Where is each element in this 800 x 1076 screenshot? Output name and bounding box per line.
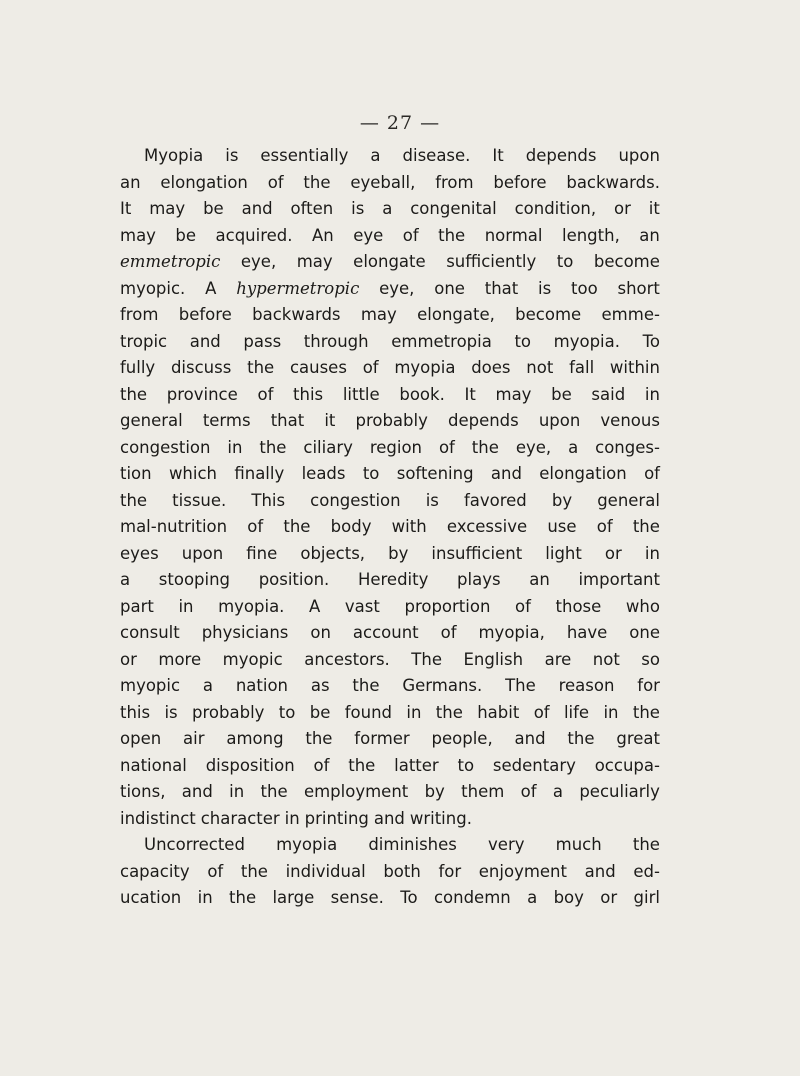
text-line	[120, 223, 660, 250]
word: elongation	[539, 464, 627, 483]
word: of	[257, 384, 274, 404]
word: and	[584, 861, 616, 881]
word: the	[632, 517, 660, 536]
word: the	[348, 755, 376, 775]
word: an	[639, 225, 660, 245]
word: by	[551, 490, 573, 510]
word: through	[303, 331, 369, 351]
word: character	[200, 808, 280, 828]
word: a	[552, 782, 563, 801]
word: air	[183, 729, 205, 748]
word: of	[596, 517, 613, 536]
word: and	[490, 464, 522, 483]
word: eye	[353, 225, 384, 245]
word: elongation	[160, 172, 248, 192]
word: is	[538, 278, 552, 298]
word: is	[164, 702, 178, 722]
word: the	[632, 702, 660, 722]
word: the	[260, 782, 288, 801]
word: tissue.	[172, 490, 227, 510]
word: consult	[120, 623, 180, 642]
word: Myopia	[144, 146, 204, 165]
word: disease.	[402, 146, 471, 165]
word: myopia	[276, 835, 338, 854]
word: them	[461, 782, 505, 801]
word: mal-nutrition	[120, 517, 228, 536]
word: said	[591, 384, 626, 404]
word: a	[382, 199, 393, 218]
word: emmetropia	[391, 331, 492, 351]
word: with	[391, 517, 427, 536]
word: for	[438, 861, 462, 881]
word: It	[492, 146, 504, 165]
word: general	[597, 490, 660, 510]
word: of	[207, 861, 224, 881]
word: in	[284, 808, 300, 828]
word: sense.	[330, 888, 384, 907]
word: favored	[463, 490, 527, 510]
word: of	[515, 596, 531, 616]
word: and	[181, 782, 213, 801]
word: may	[120, 225, 156, 245]
word: that	[484, 278, 519, 298]
word: the	[120, 384, 148, 404]
word: body	[330, 517, 372, 536]
word: or	[120, 649, 137, 669]
word: backwards.	[566, 172, 660, 192]
word: excessive	[446, 517, 528, 536]
word: capacity	[120, 861, 190, 881]
word: account	[352, 623, 419, 642]
word: of	[644, 464, 660, 483]
word: enjoyment	[478, 861, 567, 881]
word: upon	[538, 411, 581, 430]
text-line	[120, 488, 660, 515]
text-line	[120, 541, 660, 568]
word: essentially	[260, 146, 349, 165]
word: an	[529, 570, 550, 589]
word: book.	[399, 384, 445, 404]
word: eye,	[515, 437, 552, 457]
word: myopic	[222, 649, 283, 669]
word: to	[514, 331, 532, 351]
word: habit	[477, 702, 520, 722]
text-line	[120, 435, 660, 462]
word: probably	[192, 702, 265, 722]
word: this	[293, 384, 324, 404]
word: is	[351, 199, 365, 218]
word: does	[471, 358, 511, 377]
word: English	[463, 649, 524, 669]
word: employment	[303, 782, 409, 801]
word: may	[495, 384, 532, 404]
word: emmetropic	[120, 252, 221, 271]
word: reason	[558, 676, 615, 695]
word: The	[411, 649, 442, 669]
word: To	[642, 331, 660, 351]
word: light	[545, 543, 582, 563]
word: to	[278, 702, 296, 722]
word: in	[603, 702, 619, 722]
word: girl	[633, 888, 660, 907]
word: and	[241, 199, 273, 218]
word: indistinct	[120, 808, 196, 828]
text-line	[120, 408, 660, 435]
word: very	[488, 835, 525, 854]
word: one	[629, 623, 660, 642]
word: not	[526, 358, 554, 377]
word: too	[571, 278, 598, 298]
word: may	[296, 252, 333, 271]
text-line	[120, 567, 660, 594]
word: depends	[525, 146, 597, 165]
word: myopia,	[478, 623, 545, 642]
word: It	[464, 384, 476, 404]
word: the	[259, 437, 287, 457]
text-line	[120, 779, 660, 806]
word: in	[227, 437, 243, 457]
text-line	[120, 647, 660, 674]
word: ucation	[120, 888, 182, 907]
text-line	[120, 832, 660, 859]
word: fully	[120, 358, 156, 377]
word: This	[251, 490, 286, 510]
word: in	[644, 384, 660, 404]
word: position.	[258, 570, 330, 589]
word: ed-	[633, 861, 660, 881]
word: among	[226, 729, 284, 748]
text-line	[120, 382, 660, 409]
text-line	[120, 514, 660, 541]
word: are	[544, 649, 572, 669]
word: the	[303, 172, 331, 192]
word: use	[547, 517, 577, 536]
word: from	[435, 172, 474, 192]
word: terms	[202, 411, 251, 430]
word: have	[566, 623, 608, 642]
text-line	[120, 594, 660, 621]
word: more	[158, 649, 202, 669]
text-line	[120, 276, 660, 303]
word: It	[120, 199, 132, 218]
word: to	[362, 464, 380, 483]
word: emme-	[601, 305, 660, 324]
text-line	[120, 753, 660, 780]
word: myopia	[394, 358, 456, 377]
word: be	[203, 199, 224, 218]
word: conges-	[595, 437, 660, 457]
word: within	[609, 358, 660, 377]
word: A	[309, 596, 321, 616]
word: tions,	[120, 782, 166, 801]
word: The	[505, 676, 536, 695]
word: it	[648, 199, 660, 218]
word: as	[310, 676, 330, 695]
word: peculiarly	[579, 782, 660, 801]
word: be	[551, 384, 572, 404]
word: acquired.	[215, 225, 293, 245]
word: much	[555, 835, 602, 854]
word: general	[120, 411, 183, 430]
word: the	[247, 358, 275, 377]
word: in	[197, 888, 213, 907]
word: finally	[234, 464, 285, 483]
word: it	[324, 411, 336, 430]
word: elongate	[353, 252, 426, 271]
word: life	[563, 702, 590, 722]
text-line	[120, 700, 660, 727]
word: condition,	[514, 199, 597, 218]
word: of	[520, 782, 537, 801]
word: by	[388, 543, 409, 563]
word: little	[342, 384, 380, 404]
word: in	[178, 596, 194, 616]
word: Germans.	[402, 676, 483, 695]
word: those	[555, 596, 602, 616]
text-line	[120, 885, 660, 912]
word: and	[514, 729, 546, 748]
text-line	[120, 170, 660, 197]
word: diminishes	[368, 835, 457, 854]
word: before	[178, 305, 232, 324]
word: plays	[457, 570, 501, 589]
word: proportion	[404, 596, 491, 616]
word: may	[360, 305, 397, 324]
word: a	[527, 888, 538, 907]
word: a	[370, 146, 381, 165]
word: part	[120, 596, 154, 616]
word: is	[425, 490, 439, 510]
word: myopia.	[218, 596, 285, 616]
word: open	[120, 729, 162, 748]
word: by	[424, 782, 445, 801]
word: in	[644, 543, 660, 563]
word: found	[344, 702, 392, 722]
word: of	[440, 623, 457, 642]
text-line	[120, 620, 660, 647]
word: physicians	[201, 623, 289, 642]
word: sufficiently	[446, 252, 537, 271]
word: disposition	[205, 755, 295, 775]
word: Uncorrected	[144, 835, 245, 854]
text-line	[120, 806, 660, 833]
word: myopic	[120, 676, 181, 695]
word: not	[592, 649, 620, 669]
text-line	[120, 355, 660, 382]
word: causes	[289, 358, 347, 377]
word: sedentary	[492, 755, 576, 775]
word: region	[369, 437, 423, 457]
text-line	[120, 673, 660, 700]
word: be	[175, 225, 197, 245]
word: length,	[561, 225, 620, 245]
word: to	[556, 252, 574, 271]
text-line	[120, 461, 660, 488]
word: an	[120, 172, 141, 192]
word: writing.	[409, 808, 472, 828]
word: boy	[553, 888, 584, 907]
word: upon	[181, 543, 224, 563]
word: who	[625, 596, 660, 616]
word: of	[438, 437, 455, 457]
word: the	[435, 702, 463, 722]
word: national	[120, 755, 187, 775]
word: the	[229, 888, 257, 907]
word: in	[406, 702, 422, 722]
word: on	[310, 623, 331, 642]
word: To	[400, 888, 418, 907]
word: An	[311, 225, 334, 245]
word: often	[290, 199, 334, 218]
word: this	[120, 702, 151, 722]
word: both	[383, 861, 421, 881]
word: of	[362, 358, 379, 377]
word: be	[309, 702, 331, 722]
word: the	[471, 437, 499, 457]
word: the	[352, 676, 380, 695]
word: latter	[394, 755, 439, 775]
text-line	[120, 196, 660, 223]
word: pass	[243, 331, 282, 351]
word: great	[616, 729, 660, 748]
word: a	[202, 676, 214, 695]
word: occupa-	[594, 755, 660, 775]
word: A	[205, 278, 217, 298]
word: probably	[355, 411, 428, 430]
word: the	[120, 490, 148, 510]
word: for	[637, 676, 660, 695]
word: eye,	[379, 278, 415, 298]
word: depends	[447, 411, 519, 430]
word: and	[189, 331, 221, 351]
word: people,	[431, 729, 493, 748]
word: individual	[285, 861, 366, 881]
word: province	[166, 384, 238, 404]
word: and	[373, 808, 405, 828]
word: congestion	[120, 437, 211, 457]
word: vast	[344, 596, 380, 616]
word: the	[305, 729, 333, 748]
word: before	[493, 172, 547, 192]
word: or	[614, 199, 631, 218]
word: or	[604, 543, 622, 563]
word: short	[617, 278, 660, 298]
word: insufficient	[431, 543, 523, 563]
word: a	[120, 570, 131, 589]
word: the	[283, 517, 311, 536]
word: of	[247, 517, 264, 536]
word: myopic.	[120, 278, 186, 298]
word: to	[457, 755, 475, 775]
word: fine	[246, 543, 278, 563]
word: become	[593, 252, 660, 271]
word: a	[568, 437, 579, 457]
word: leads	[301, 464, 346, 483]
word: upon	[618, 146, 660, 165]
word: normal	[484, 225, 543, 245]
word: tion	[120, 464, 152, 483]
word: myopia.	[553, 331, 620, 351]
text-line	[120, 329, 660, 356]
word: may	[149, 199, 186, 218]
word: venous	[600, 411, 660, 430]
word: eye,	[240, 252, 277, 271]
word: Heredity	[357, 570, 429, 589]
text-line	[120, 249, 660, 276]
word: condemn	[433, 888, 511, 907]
word: the	[240, 861, 268, 881]
word: congenital	[410, 199, 497, 218]
word: of	[267, 172, 284, 192]
word: is	[225, 146, 239, 165]
word: nation	[235, 676, 289, 695]
word: softening	[396, 464, 474, 483]
word: congestion	[310, 490, 401, 510]
word: or	[600, 888, 618, 907]
word: which	[168, 464, 218, 483]
word: of	[533, 702, 550, 722]
word: printing	[304, 808, 369, 828]
word: ciliary	[303, 437, 353, 457]
word: stooping	[158, 570, 231, 589]
word: so	[641, 649, 660, 669]
word: important	[578, 570, 660, 589]
word: that	[270, 411, 305, 430]
word: in	[229, 782, 245, 801]
word: discuss	[170, 358, 232, 377]
word: tropic	[120, 331, 168, 351]
word: the	[438, 225, 466, 245]
body-text	[120, 143, 660, 912]
page-number: — 27 —	[359, 112, 441, 134]
word: objects,	[300, 543, 366, 563]
text-line	[120, 143, 660, 170]
word: ancestors.	[304, 649, 390, 669]
word: the	[632, 835, 660, 854]
word: the	[567, 729, 595, 748]
word: backwards	[252, 305, 341, 324]
word: one	[434, 278, 465, 298]
word: elongate,	[417, 305, 495, 324]
text-line	[120, 726, 660, 753]
word: become	[515, 305, 582, 324]
word: from	[120, 305, 159, 324]
word: fall	[569, 358, 595, 377]
word: hypermetropic	[236, 278, 360, 298]
word: of	[402, 225, 419, 245]
word: eyes	[120, 543, 159, 563]
word: eyeball,	[350, 172, 416, 192]
text-line	[120, 302, 660, 329]
word: former	[354, 729, 410, 748]
word: large	[272, 888, 315, 907]
text-line	[120, 859, 660, 886]
word: of	[313, 755, 330, 775]
